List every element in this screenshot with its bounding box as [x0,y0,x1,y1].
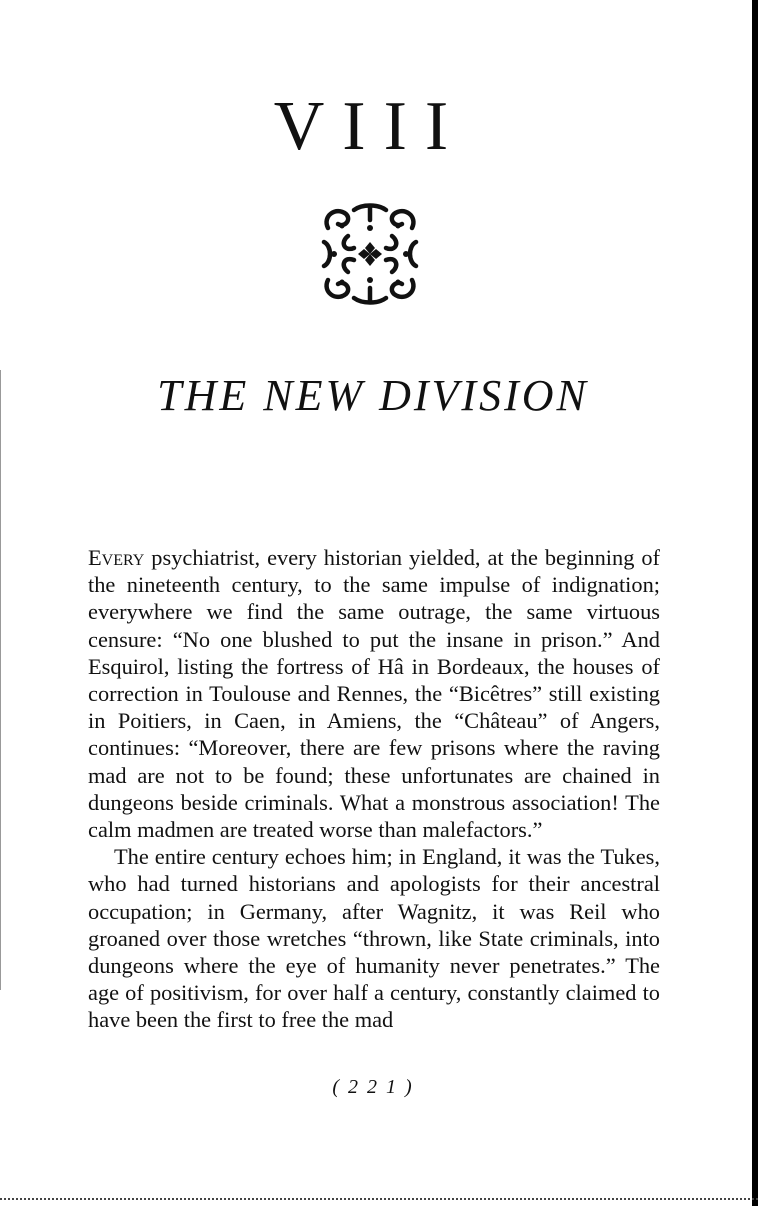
page-edge-right [752,0,758,1206]
fleuron-ornament-icon [318,202,422,306]
page-edge-bottom [0,1198,758,1202]
chapter-number: VIII [273,88,467,165]
body-text [88,544,660,1034]
page-number: ( 2 2 1 ) [332,1076,414,1098]
paragraph-1-text: psychiatrist, every historian yielded, at the beginning of the nineteenth century, to the same impulse of indignation; everywhere we find the same outrage, the same virtuous censure: “No one blushed to put the insane in prison.” And Esquirol, listing the fortress of Hâ in Bordeaux, the houses of correction in Toulouse and Rennes, the “Bicêtres” still existing in Poitiers, in Caen, in Amiens, the “Château” of Angers, continues: “Moreover, there are few prisons where the raving mad are not to be found; these unfortunates are chained in dungeons beside criminals. What a monstrous association! The calm madmen are treated worse than malefactors.” [88,545,660,843]
paragraph-lead-word: Every [88,545,145,570]
paragraph-2 [88,843,660,1033]
paragraph-1 [88,544,660,843]
paragraph-2-text: The entire century echoes him; in England, it was the Tukes, who had turned historians and apologists for their ancestral occupation; in Germany, after Wagnitz, it was Reil who groaned over those wretches “thrown, like State criminals, into dungeons where the eye of humanity never penetrates.” The age of positivism, for over half a century, constantly claimed to have been the first to free the mad [88,844,660,1033]
page-edge-left [0,370,1,990]
chapter-title: THE NEW DIVISION [157,371,589,420]
